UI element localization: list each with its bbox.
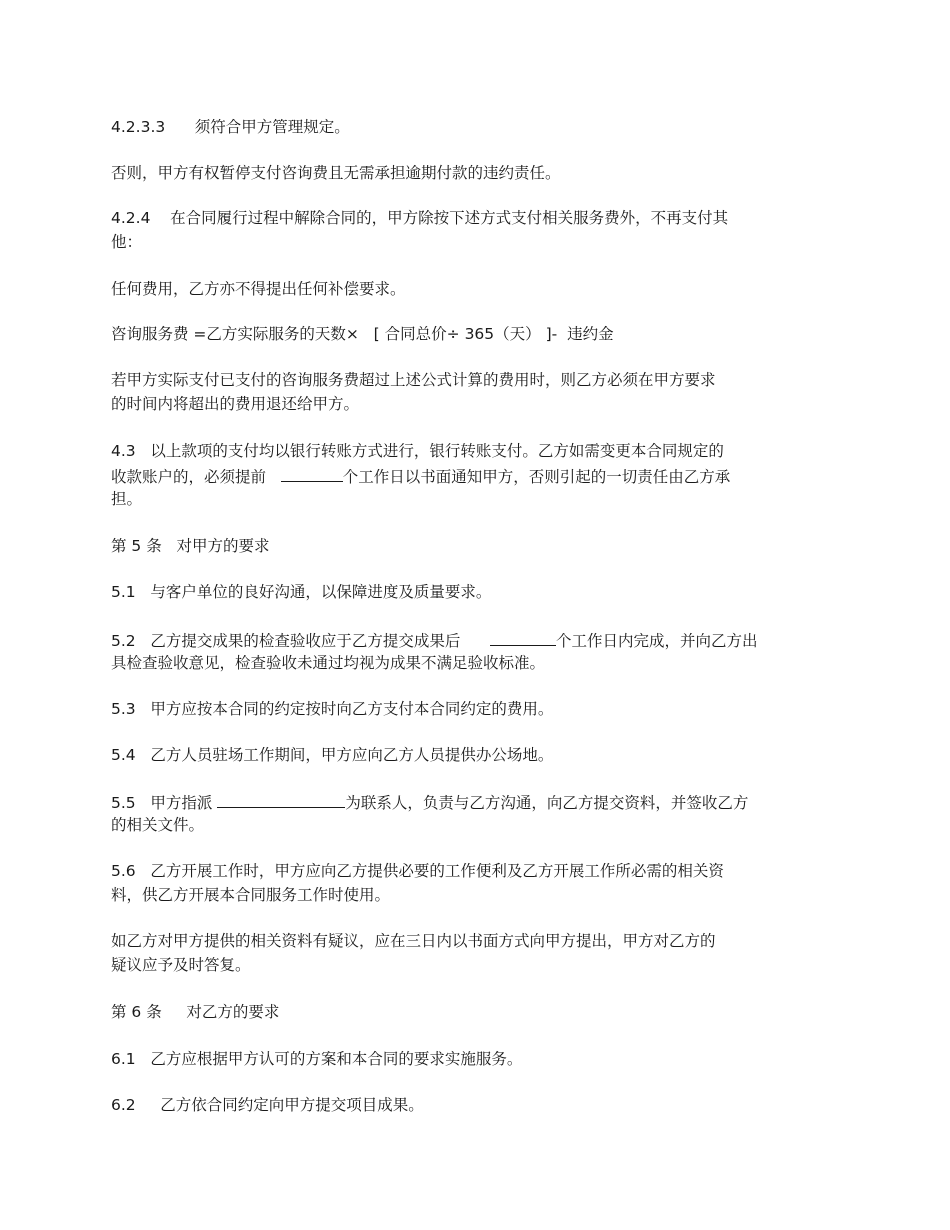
clause-5-2-text-before-blank: 5.2 乙方提交成果的检查验收应于乙方提交成果后: [111, 632, 490, 650]
article-6-heading: 第 6 条 对乙方的要求: [111, 1003, 280, 1021]
article-5-heading: 第 5 条 对甲方的要求: [111, 537, 270, 555]
contact-person-blank: [217, 790, 345, 808]
objection-paragraph-line-1: 如乙方对甲方提供的相关资料有疑议，应在三日内以书面方式向甲方提出，甲方对乙方的: [111, 932, 716, 950]
clause-4-2-3-3: 4.2.3.3 须符合甲方管理规定。: [111, 118, 350, 136]
clause-5-6-line-1: 5.6 乙方开展工作时，甲方应向乙方提供必要的工作便利及乙方开展工作所必需的相关资: [111, 862, 724, 880]
objection-paragraph-line-2: 疑议应予及时答复。: [111, 956, 251, 974]
clause-5-2-text-after-blank: 个工作日内完成，并向乙方出: [556, 632, 758, 650]
clause-4-3-text-before-blank: 收款账户的，必须提前: [111, 468, 281, 486]
clause-5-5-text-after-blank: 为联系人，负责与乙方沟通，向乙方提交资料，并签收乙方: [345, 794, 749, 812]
clause-5-5-text-before-blank: 5.5 甲方指派: [111, 794, 218, 812]
clause-5-3: 5.3 甲方应按本合同的约定按时向乙方支付本合同约定的费用。: [111, 700, 554, 718]
fee-formula: 咨询服务费 =乙方实际服务的天数× [ 合同总价÷ 365（天） ]- 违约金: [111, 325, 614, 343]
clause-5-6-line-2: 料，供乙方开展本合同服务工作时使用。: [111, 886, 391, 904]
paragraph-breach-note: 否则，甲方有权暂停支付咨询费且无需承担逾期付款的违约责任。: [111, 164, 561, 182]
days-blank-field: [281, 464, 343, 482]
clause-5-2-line-2: 具检查验收意见，检查验收未通过均视为成果不满足验收标准。: [111, 654, 546, 672]
clause-4-3-line-2: [111, 464, 730, 489]
clause-6-2: 6.2 乙方依合同约定向甲方提交项目成果。: [111, 1096, 424, 1114]
clause-5-5-line-1: [111, 790, 748, 815]
clause-5-5-line-2: 的相关文件。: [111, 816, 205, 834]
paragraph-no-compensation: 任何费用，乙方亦不得提出任何补偿要求。: [111, 280, 406, 298]
acceptance-days-blank: [490, 628, 556, 646]
refund-paragraph-line-1: 若甲方实际支付已支付的咨询服务费超过上述公式计算的费用时，则乙方必须在甲方要求: [111, 371, 716, 389]
clause-6-1: 6.1 乙方应根据甲方认可的方案和本合同的要求实施服务。: [111, 1050, 523, 1068]
clause-4-3-line-3: 担。: [111, 490, 143, 508]
clause-4-3-text-after-blank: 个工作日以书面通知甲方，否则引起的一切责任由乙方承: [342, 468, 731, 486]
clause-4-3-line-1: 4.3 以上款项的支付均以银行转账方式进行，银行转账支付。乙方如需变更本合同规定的: [111, 442, 724, 460]
clause-5-2-line-1: [111, 628, 758, 653]
clause-4-2-4-line-2: 他：: [111, 233, 143, 251]
refund-paragraph-line-2: 的时间内将超出的费用退还给甲方。: [111, 395, 360, 413]
clause-4-2-4-line-1: 4.2.4 在合同履行过程中解除合同的，甲方除按下述方式支付相关服务费外，不再支付其: [111, 209, 729, 227]
clause-5-1: 5.1 与客户单位的良好沟通，以保障进度及质量要求。: [111, 583, 492, 601]
clause-5-4: 5.4 乙方人员驻场工作期间，甲方应向乙方人员提供办公场地。: [111, 746, 554, 764]
